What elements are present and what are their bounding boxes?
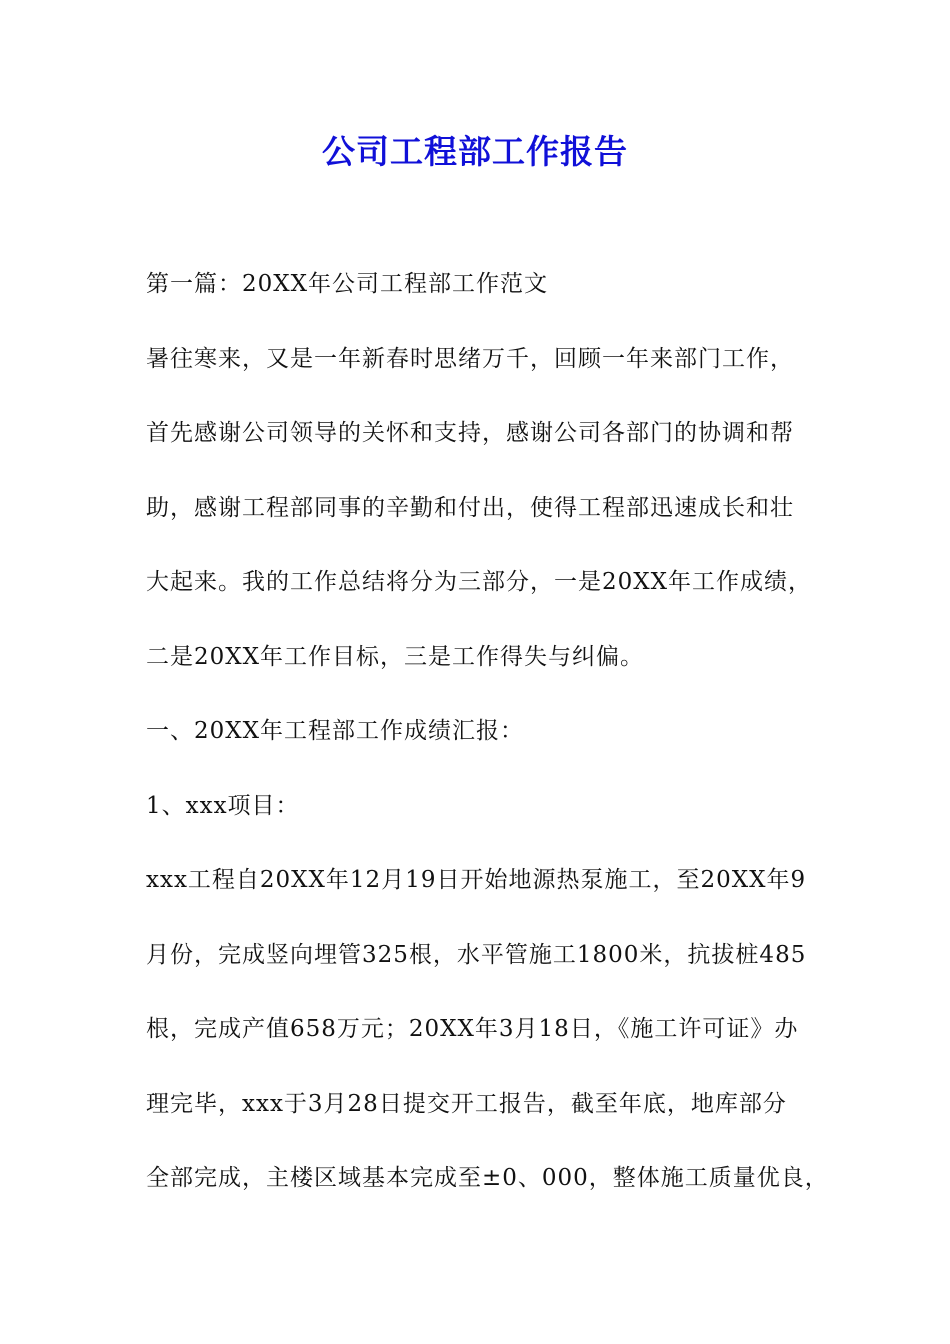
body-line-heading: 第一篇：20XX年公司工程部工作范文 [146,271,549,297]
body-line: xxx工程自20XX年12月19日开始地源热泵施工，至20XX年9 [146,867,807,893]
body-line: 助，感谢工程部同事的辛勤和付出，使得工程部迅速成长和壮 [146,494,794,521]
body-line: 根，完成产值658万元；20XX年3月18日，《施工许可证》办 [146,1016,799,1042]
body-line: 月份，完成竖向埋管325根，水平管施工1800米，抗拔桩485 [146,941,807,968]
document-title: 公司工程部工作报告 [322,132,628,171]
body-line: 大起来。我的工作总结将分为三部分，一是20XX年工作成绩， [146,569,813,595]
body-line: 暑往寒来，又是一年新春时思绪万千，回顾一年来部门工作， [146,345,794,372]
subsection-heading: 1、xxx项目： [146,792,300,819]
section-heading: 一、20XX年工程部工作成绩汇报： [146,718,525,744]
body-line: 理完毕，xxx于3月28日提交开工报告，截至年底，地库部分 [146,1090,787,1117]
body-line: 首先感谢公司领导的关怀和支持，感谢公司各部门的协调和帮 [146,420,794,446]
body-line: 二是20XX年工作目标，三是工作得失与纠偏。 [146,643,645,670]
document-body [146,262,829,1231]
body-line: 全部完成，主楼区域基本完成至±0、000，整体施工质量优良， [146,1165,829,1191]
